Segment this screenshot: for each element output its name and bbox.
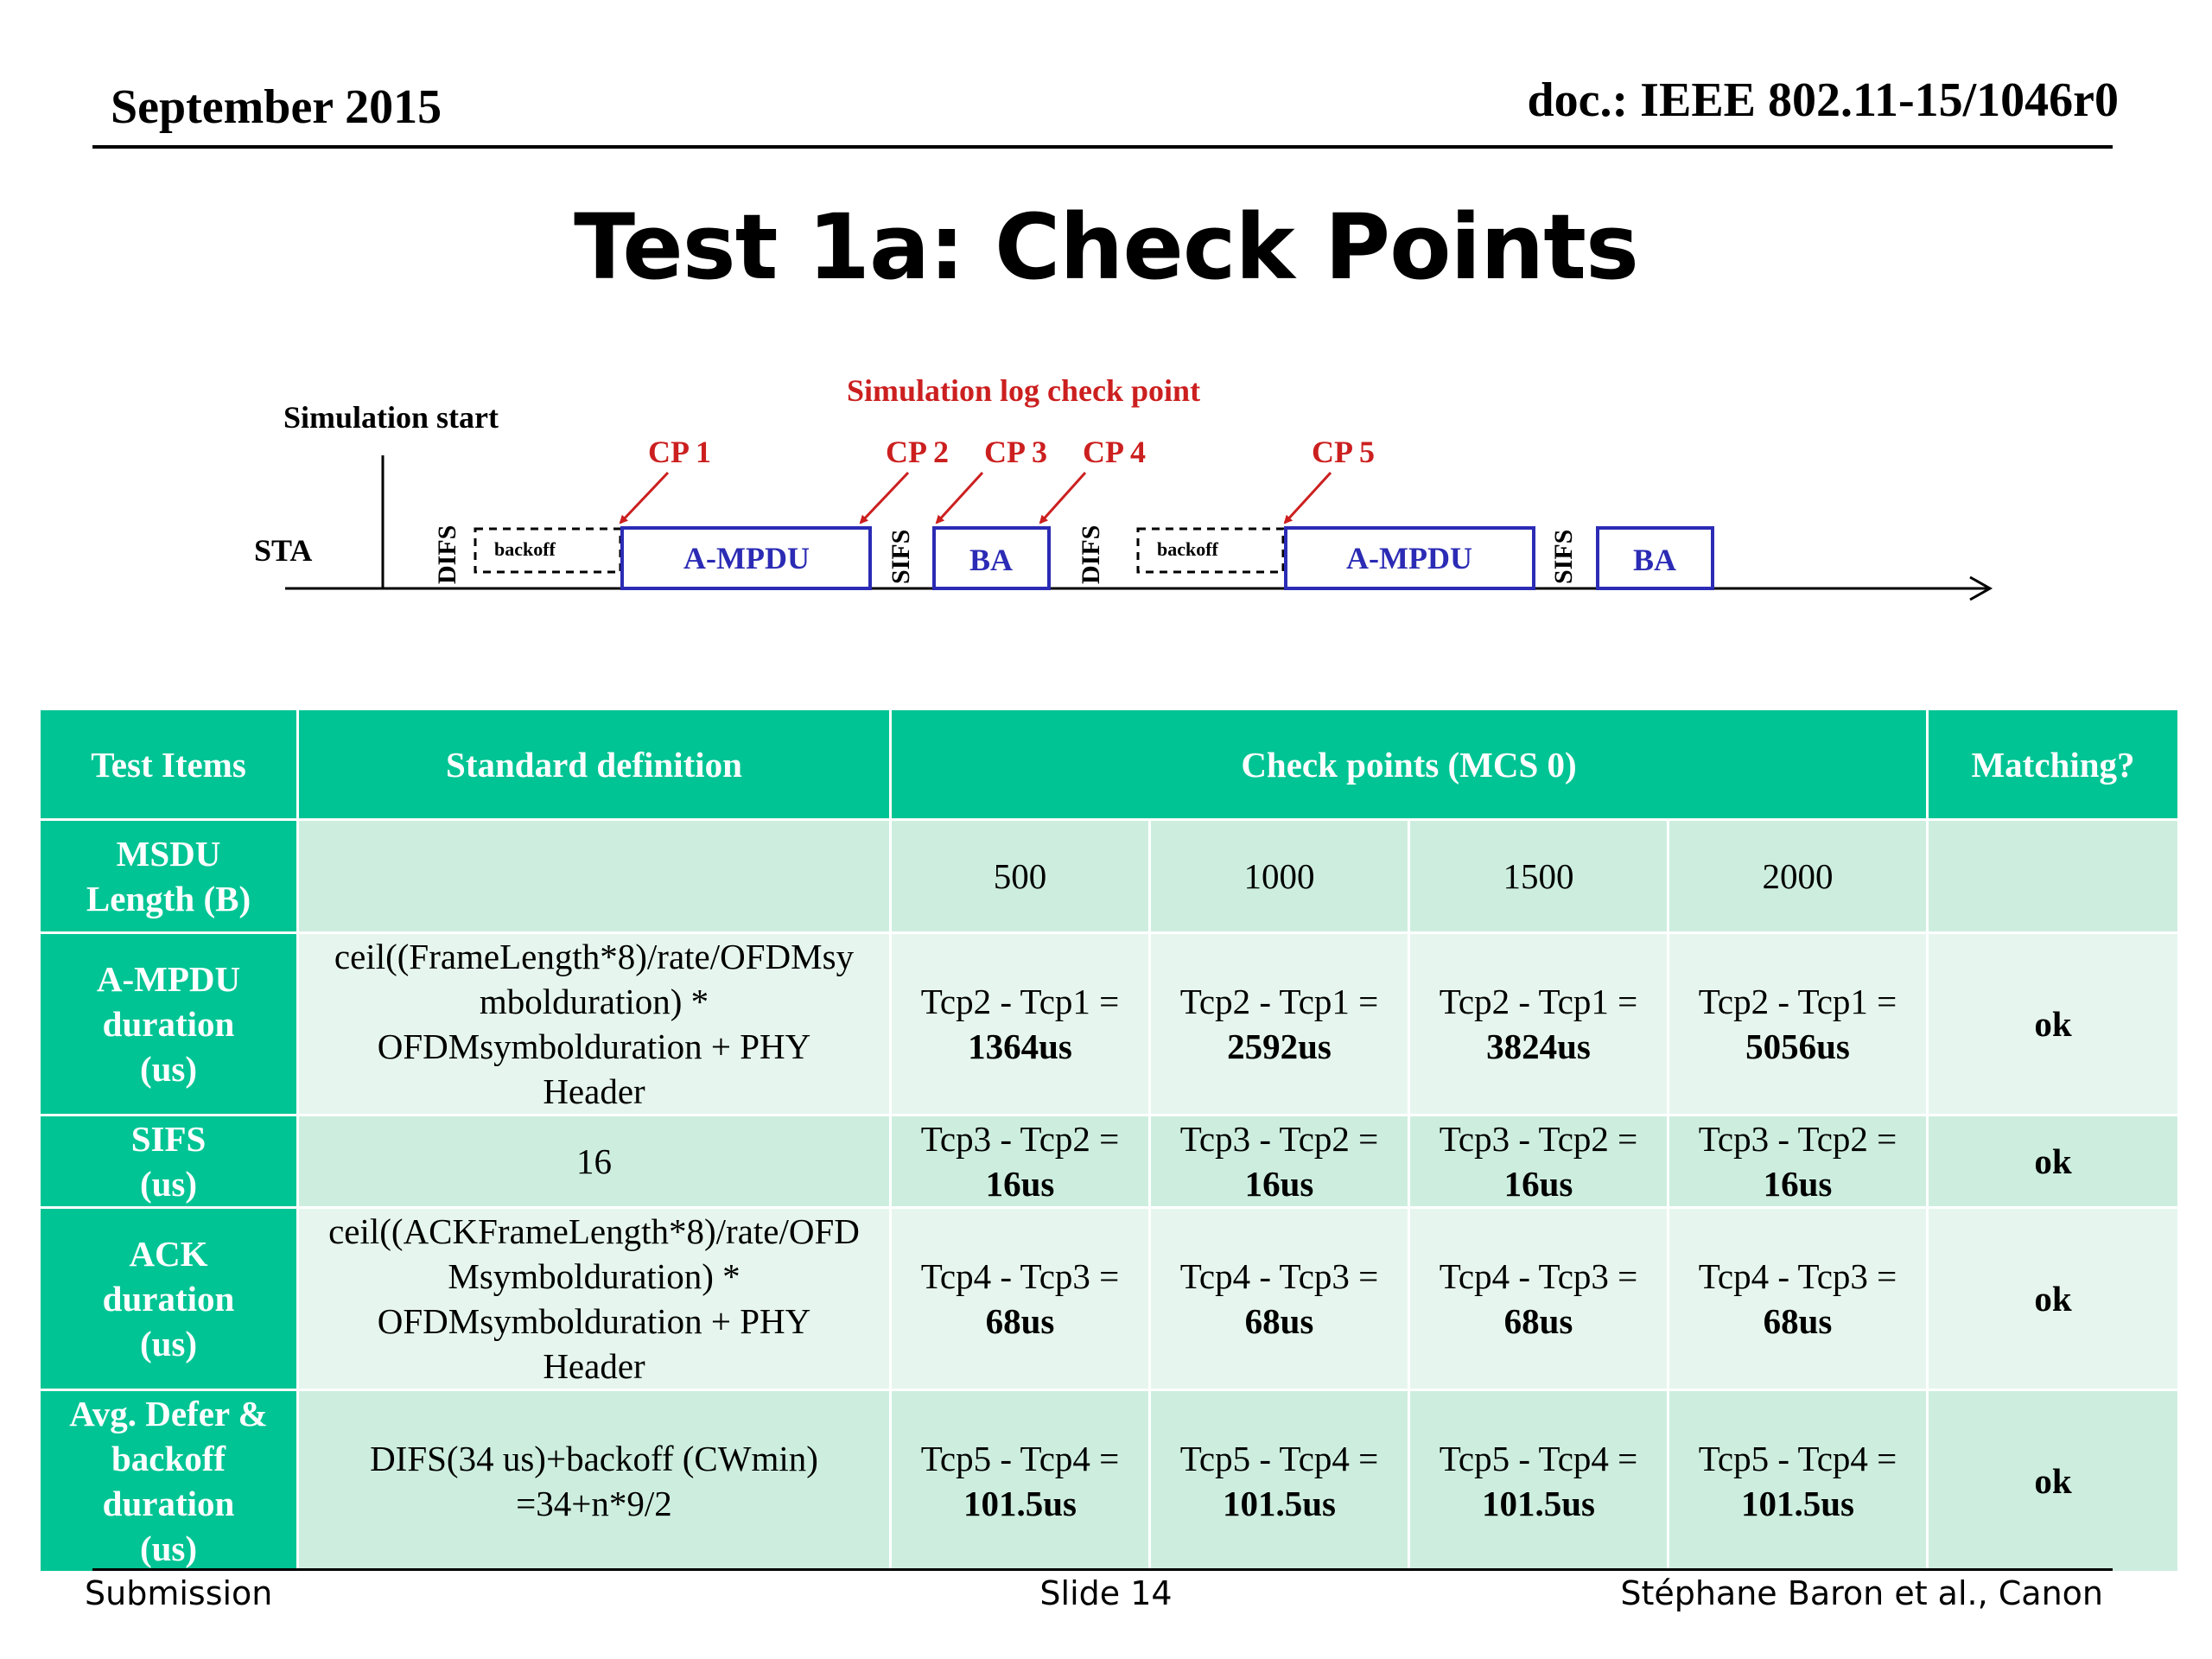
- check-point-cell: [1409, 1390, 1669, 1573]
- cell-value: 1364us: [968, 1027, 1072, 1066]
- cell-value: 16us: [985, 1164, 1055, 1204]
- match-cell: [1928, 820, 2179, 933]
- row-item-line: duration: [102, 1279, 235, 1319]
- cell-text: 2000: [1762, 856, 1834, 896]
- footer-submission: Submission: [85, 1574, 273, 1612]
- cell-text: 1000: [1243, 856, 1315, 896]
- row-item-line: Length (B): [86, 879, 251, 918]
- definition-line: ceil((FrameLength*8)/rate/OFDMsy: [334, 937, 855, 976]
- header-matching: Matching?: [1928, 709, 2179, 820]
- row-item-line: (us): [139, 1324, 198, 1363]
- ba-label: BA: [969, 543, 1014, 577]
- check-point-cell: [1409, 933, 1669, 1116]
- header-standard-definition: Standard definition: [298, 709, 891, 820]
- header-doc-id: doc.: IEEE 802.11-15/1046r0: [1527, 73, 2119, 127]
- definition-line: OFDMsymbolduration + PHY: [377, 1301, 811, 1341]
- row-item-line: Avg. Defer &: [69, 1394, 268, 1433]
- difs-label: DIFS: [1077, 524, 1105, 584]
- match-cell: ok: [1928, 1208, 2179, 1390]
- definition-line: Header: [543, 1346, 645, 1386]
- cell-formula: Tcp4 - Tcp3 =: [1698, 1256, 1897, 1296]
- table-row: [40, 933, 2179, 1116]
- table-row: [40, 1116, 2179, 1208]
- header-test-items: Test Items: [40, 709, 298, 820]
- cell-formula: Tcp4 - Tcp3 =: [920, 1256, 1120, 1296]
- table-row: [40, 820, 2179, 933]
- cell-formula: Tcp2 - Tcp1 =: [1179, 982, 1379, 1021]
- check-point-cell: [891, 820, 1150, 933]
- table-header-row: [40, 709, 2179, 820]
- cp1-label: CP 1: [648, 435, 712, 469]
- cell-value: 101.5us: [1222, 1484, 1336, 1523]
- row-item: [40, 820, 298, 933]
- cell-text: 500: [993, 856, 1047, 896]
- check-point-cell: [1150, 1116, 1409, 1208]
- cp5-label: CP 5: [1312, 435, 1376, 469]
- cell-formula: Tcp2 - Tcp1 =: [1698, 982, 1897, 1021]
- check-points-table: [38, 708, 2180, 1573]
- check-point-cell: [1669, 1116, 1928, 1208]
- footer-divider: [92, 1568, 2113, 1571]
- cp3-arrow: [937, 473, 982, 523]
- ampdu-label: A-MPDU: [1346, 541, 1472, 575]
- row-item-line: (us): [139, 1164, 198, 1204]
- check-point-cell: [891, 1208, 1150, 1390]
- cell-formula: Tcp3 - Tcp2 =: [1698, 1119, 1897, 1159]
- cell-formula: Tcp3 - Tcp2 =: [1179, 1119, 1379, 1159]
- row-item: [40, 1390, 298, 1573]
- cell-value: 101.5us: [1481, 1484, 1595, 1523]
- check-point-cell: [1150, 1390, 1409, 1573]
- cell-formula: Tcp2 - Tcp1 =: [1439, 982, 1638, 1021]
- check-point-cell: [1150, 933, 1409, 1116]
- header-date: September 2015: [111, 80, 442, 134]
- row-item: [40, 1116, 298, 1208]
- row-item-line: ACK: [129, 1234, 208, 1274]
- simulation-start-label: Simulation start: [283, 400, 499, 435]
- table-row: [40, 1390, 2179, 1573]
- row-definition: [298, 1208, 891, 1390]
- difs-label: DIFS: [433, 524, 461, 584]
- cell-value: 2592us: [1227, 1027, 1332, 1066]
- definition-line: Header: [543, 1071, 645, 1111]
- cell-value: 5056us: [1745, 1027, 1850, 1066]
- cp5-arrow: [1285, 473, 1331, 523]
- ampdu-label: A-MPDU: [683, 541, 810, 575]
- definition-line: Msymbolduration) *: [448, 1256, 741, 1296]
- row-definition: [298, 1116, 891, 1208]
- definition-line: DIFS(34 us)+backoff (CWmin): [370, 1439, 818, 1478]
- cell-formula: Tcp5 - Tcp4 =: [1439, 1439, 1638, 1478]
- cell-formula: Tcp5 - Tcp4 =: [920, 1439, 1120, 1478]
- check-point-cell: [1669, 820, 1928, 933]
- sta-label: STA: [254, 533, 313, 568]
- check-point-cell: [1669, 933, 1928, 1116]
- row-definition: [298, 1390, 891, 1573]
- cell-value: 16us: [1763, 1164, 1833, 1204]
- definition-line: 16: [576, 1141, 612, 1181]
- cell-text: 1500: [1503, 856, 1574, 896]
- row-item-line: (us): [139, 1049, 198, 1089]
- row-item-line: duration: [102, 1484, 235, 1523]
- cell-value: 16us: [1503, 1164, 1573, 1204]
- cell-formula: Tcp2 - Tcp1 =: [920, 982, 1120, 1021]
- check-point-cell: [1409, 820, 1669, 933]
- row-item: [40, 933, 298, 1116]
- timeline-diagram: [0, 0, 2212, 622]
- sifs-label: SIFS: [887, 529, 915, 584]
- footer-authors: Stéphane Baron et al., Canon: [1620, 1574, 2103, 1612]
- row-item-line: A-MPDU: [96, 959, 241, 999]
- cp1-arrow: [620, 473, 668, 523]
- backoff-label: backoff: [1157, 538, 1218, 560]
- cp2-arrow: [861, 473, 908, 523]
- cell-formula: Tcp3 - Tcp2 =: [920, 1119, 1120, 1159]
- row-item-line: MSDU: [116, 834, 221, 874]
- cp4-arrow: [1040, 473, 1085, 523]
- match-cell: ok: [1928, 1390, 2179, 1573]
- check-point-cell: [1409, 1208, 1669, 1390]
- cell-value: 3824us: [1486, 1027, 1591, 1066]
- cell-value: 101.5us: [1741, 1484, 1855, 1523]
- cp3-label: CP 3: [984, 435, 1048, 469]
- row-item: [40, 1208, 298, 1390]
- row-item-line: SIFS: [130, 1119, 207, 1159]
- cell-value: 68us: [1763, 1301, 1833, 1341]
- definition-line: OFDMsymbolduration + PHY: [377, 1027, 811, 1066]
- check-point-cell: [891, 933, 1150, 1116]
- cell-formula: Tcp4 - Tcp3 =: [1179, 1256, 1379, 1296]
- match-cell: ok: [1928, 933, 2179, 1116]
- log-check-point-label: Simulation log check point: [847, 373, 1201, 408]
- check-point-cell: [1150, 1208, 1409, 1390]
- cp2-label: CP 2: [886, 435, 950, 469]
- table-row: [40, 1208, 2179, 1390]
- check-point-cell: [1409, 1116, 1669, 1208]
- check-point-cell: [1669, 1208, 1928, 1390]
- ba-label: BA: [1632, 543, 1677, 577]
- cell-formula: Tcp3 - Tcp2 =: [1439, 1119, 1638, 1159]
- cell-formula: Tcp4 - Tcp3 =: [1439, 1256, 1638, 1296]
- cell-value: 101.5us: [963, 1484, 1077, 1523]
- cell-formula: Tcp5 - Tcp4 =: [1179, 1439, 1379, 1478]
- row-definition: [298, 933, 891, 1116]
- check-point-cell: [1669, 1390, 1928, 1573]
- definition-line: mbolduration) *: [479, 982, 709, 1021]
- slide-title: Test 1a: Check Points: [574, 194, 1638, 300]
- sifs-label: SIFS: [1549, 529, 1578, 584]
- definition-line: =34+n*9/2: [516, 1484, 672, 1523]
- cp4-label: CP 4: [1083, 435, 1147, 469]
- footer-slide-number: Slide 14: [1039, 1574, 1173, 1612]
- check-point-cell: [1150, 820, 1409, 933]
- match-cell: ok: [1928, 1116, 2179, 1208]
- cell-value: 16us: [1244, 1164, 1314, 1204]
- row-definition: [298, 820, 891, 933]
- cell-value: 68us: [985, 1301, 1055, 1341]
- row-item-line: backoff: [111, 1439, 226, 1478]
- cell-formula: Tcp5 - Tcp4 =: [1698, 1439, 1897, 1478]
- header-check-points: Check points (MCS 0): [891, 709, 1928, 820]
- check-point-cell: [891, 1116, 1150, 1208]
- backoff-label: backoff: [494, 538, 556, 560]
- row-item-line: duration: [102, 1004, 235, 1044]
- cell-value: 68us: [1244, 1301, 1314, 1341]
- definition-line: ceil((ACKFrameLength*8)/rate/OFD: [328, 1211, 860, 1251]
- cell-value: 68us: [1503, 1301, 1573, 1341]
- check-point-cell: [891, 1390, 1150, 1573]
- row-item-line: (us): [139, 1529, 198, 1568]
